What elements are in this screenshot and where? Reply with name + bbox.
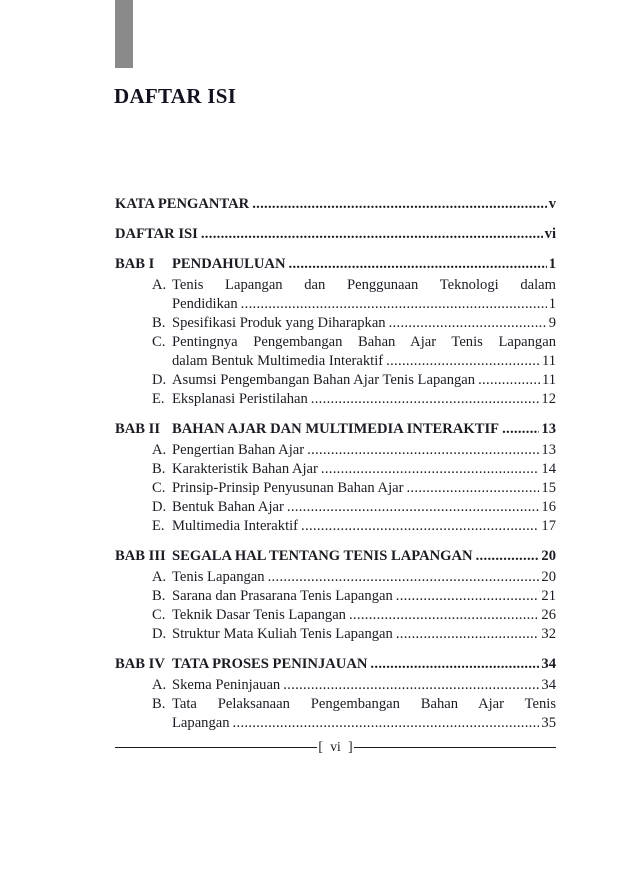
dot-leader — [201, 225, 543, 244]
toc-entry-body — [172, 460, 556, 479]
toc-entry-page-number: 35 — [541, 715, 556, 731]
toc-entry-body — [172, 314, 556, 333]
toc-entry-body — [115, 225, 556, 244]
toc-entry-lastline — [172, 314, 556, 333]
toc-entry-text: TATA PROSES PENINJAUAN — [172, 656, 368, 672]
dot-leader — [307, 441, 539, 460]
toc-entry-label: D. — [152, 499, 167, 515]
toc-entry — [115, 517, 556, 536]
toc-entry-page-number: 13 — [541, 442, 556, 458]
toc-entry-page-number: 16 — [541, 499, 556, 515]
toc-entry — [115, 420, 556, 439]
page-footer — [115, 739, 556, 755]
toc-entry-body — [172, 371, 556, 390]
toc-entry-body — [172, 568, 556, 587]
toc-entry-body — [172, 333, 556, 371]
toc-entry-page-number: 15 — [541, 480, 556, 496]
toc-entry-label: E. — [152, 391, 165, 407]
toc-entry-text: Eksplanasi Peristilahan — [172, 391, 308, 407]
dot-leader — [476, 547, 540, 566]
toc-entry-page-number: 32 — [541, 626, 556, 642]
toc-entry-page-number: vi — [544, 226, 556, 242]
toc-entry-text: Prinsip-Prinsip Penyusunan Bahan Ajar — [172, 480, 404, 496]
toc-entry-label: A. — [152, 569, 167, 585]
toc-entry-lastline — [172, 655, 556, 674]
toc-entry-label: C. — [152, 607, 166, 623]
toc-entry-lastline — [115, 195, 556, 214]
toc-entry-body — [172, 695, 556, 733]
toc-entry-body — [172, 606, 556, 625]
toc-entry-label: C. — [152, 480, 166, 496]
toc-entry-label: BAB II — [115, 421, 161, 437]
toc-entry — [115, 333, 556, 371]
toc-entry-lastline — [172, 352, 556, 371]
toc-entry-label: B. — [152, 461, 166, 477]
toc-entry-text: Asumsi Pengembangan Bahan Ajar Tenis Lapangan — [172, 372, 476, 388]
dot-leader — [478, 371, 540, 390]
toc-entry-page-number: 1 — [548, 296, 556, 312]
toc-entry-text: Struktur Mata Kuliah Tenis Lapangan — [172, 626, 393, 642]
toc-entry-lastline — [172, 498, 556, 517]
toc-entry-label: D. — [152, 372, 167, 388]
dot-leader — [386, 352, 540, 371]
toc-entry — [115, 587, 556, 606]
toc-entry-lastline — [172, 295, 556, 314]
toc-entry-lastline — [172, 255, 556, 274]
toc-entry — [115, 371, 556, 390]
toc-entry-page-number: v — [548, 196, 556, 212]
toc-entry — [115, 314, 556, 333]
dot-leader — [396, 587, 540, 606]
toc-entry-text: SEGALA HAL TENTANG TENIS LAPANGAN — [172, 548, 473, 564]
toc-entry-page-number: 20 — [541, 569, 556, 585]
toc-entry — [115, 695, 556, 733]
toc-entry-body — [172, 676, 556, 695]
toc-entry — [115, 568, 556, 587]
toc-entry-body — [172, 625, 556, 644]
toc-entry-label: BAB IV — [115, 656, 165, 672]
toc-entry-label: C. — [152, 334, 166, 350]
toc-entry — [115, 390, 556, 409]
toc-entry-lastline — [172, 460, 556, 479]
toc-entry — [115, 276, 556, 314]
page-title: DAFTAR ISI — [114, 84, 237, 108]
dot-leader — [406, 479, 539, 498]
toc-entry-body — [172, 441, 556, 460]
toc-entry-page-number: 9 — [548, 315, 556, 331]
dot-leader — [502, 420, 539, 439]
toc-entry-text-line1: Tata Pelaksanaan Pengembangan Bahan Ajar Tenis — [172, 696, 556, 712]
toc-entry — [115, 441, 556, 460]
toc-entry-page-number: 14 — [541, 461, 556, 477]
footer-page-number: [ vi ] — [318, 739, 353, 754]
toc-list — [115, 184, 556, 733]
toc-entry-lastline — [115, 225, 556, 244]
dot-leader — [252, 195, 547, 214]
toc-entry-text: Lapangan — [172, 715, 230, 731]
toc-entry-text-line1: Pentingnya Pengembangan Bahan Ajar Tenis Lapangan — [172, 334, 556, 350]
toc-entry-text-line1: Tenis Lapangan dan Penggunaan Teknologi dalam — [172, 277, 556, 293]
toc-entry-lastline — [172, 441, 556, 460]
toc-entry — [115, 479, 556, 498]
toc-entry-label: A. — [152, 677, 167, 693]
toc-entry-label: D. — [152, 626, 167, 642]
dot-leader — [289, 255, 547, 274]
toc-entry-page-number: 12 — [541, 391, 556, 407]
toc-entry — [115, 547, 556, 566]
toc-entry-lastline — [172, 587, 556, 606]
toc-entry-label: A. — [152, 277, 167, 293]
toc-entry-body — [172, 517, 556, 536]
toc-entry — [115, 255, 556, 274]
toc-entry-lastline — [172, 479, 556, 498]
dot-leader — [349, 606, 539, 625]
toc-entry-text: DAFTAR ISI — [115, 226, 198, 242]
toc-entry-text: PENDAHULUAN — [172, 256, 286, 272]
toc-entry-page-number: 1 — [548, 256, 556, 272]
toc-entry-page-number: 17 — [541, 518, 556, 534]
toc-entry-label: A. — [152, 442, 167, 458]
dot-leader — [370, 655, 539, 674]
dot-leader — [241, 295, 547, 314]
toc-entry-label: B. — [152, 588, 166, 604]
toc-entry-page-number: 11 — [541, 372, 556, 388]
toc-entry-text: Spesifikasi Produk yang Diharapkan — [172, 315, 386, 331]
toc-entry-body — [172, 498, 556, 517]
toc-entry-page-number: 34 — [541, 677, 556, 693]
toc-entry — [115, 606, 556, 625]
dot-leader — [321, 460, 540, 479]
dot-leader — [389, 314, 547, 333]
dot-leader — [301, 517, 539, 536]
toc-entry-text: Skema Peninjauan — [172, 677, 281, 693]
toc-entry-lastline — [172, 676, 556, 695]
dot-leader — [311, 390, 540, 409]
toc-entry-lastline — [172, 568, 556, 587]
toc-entry-text: BAHAN AJAR DAN MULTIMEDIA INTERAKTIF — [172, 421, 500, 437]
toc-entry-label: BAB III — [115, 548, 166, 564]
toc-entry — [115, 195, 556, 214]
toc-entry-body — [115, 195, 556, 214]
toc-entry-page-number: 11 — [541, 353, 556, 369]
toc-entry-body — [172, 420, 556, 439]
toc-entry-text: dalam Bentuk Multimedia Interaktif — [172, 353, 384, 369]
toc-entry — [115, 676, 556, 695]
toc-entry-body — [172, 255, 556, 274]
toc-entry-lastline — [172, 390, 556, 409]
toc-entry-lastline — [172, 420, 556, 439]
toc-entry-page-number: 26 — [541, 607, 556, 623]
toc-entry-body — [172, 587, 556, 606]
dot-leader — [268, 568, 540, 587]
gray-accent-bar — [115, 0, 133, 68]
toc-entry-label: E. — [152, 518, 165, 534]
toc-entry-body — [172, 655, 556, 674]
toc-entry-text: Pengertian Bahan Ajar — [172, 442, 305, 458]
toc-entry-body — [172, 479, 556, 498]
toc-entry — [115, 655, 556, 674]
toc-entry-lastline — [172, 714, 556, 733]
toc-entry-page-number: 21 — [541, 588, 556, 604]
toc-entry-page-number: 20 — [541, 548, 556, 564]
dot-leader — [283, 676, 539, 695]
toc-entry — [115, 498, 556, 517]
toc-entry-body — [172, 390, 556, 409]
toc-entry-lastline — [172, 547, 556, 566]
toc-entry — [115, 225, 556, 244]
dot-leader — [396, 625, 540, 644]
toc-entry-text: Bentuk Bahan Ajar — [172, 499, 284, 515]
toc-entry-text: Teknik Dasar Tenis Lapangan — [172, 607, 346, 623]
toc-entry-page-number: 13 — [541, 421, 556, 437]
toc-entry-label: B. — [152, 696, 166, 712]
toc-entry-text: Karakteristik Bahan Ajar — [172, 461, 318, 477]
toc-entry-text: Multimedia Interaktif — [172, 518, 299, 534]
toc-entry-text: KATA PENGANTAR — [115, 196, 250, 212]
footer-rule-left — [115, 747, 317, 748]
toc-entry-page-number: 34 — [541, 656, 556, 672]
toc-entry-lastline — [172, 517, 556, 536]
toc-entry-label: BAB I — [115, 256, 155, 272]
toc-entry-label: B. — [152, 315, 166, 331]
toc-entry-text: Pendidikan — [172, 296, 238, 312]
toc-entry-body — [172, 547, 556, 566]
toc-entry — [115, 625, 556, 644]
toc-entry-body — [172, 276, 556, 314]
toc-entry-lastline — [172, 606, 556, 625]
dot-leader — [287, 498, 540, 517]
dot-leader — [233, 714, 540, 733]
toc-entry-text: Sarana dan Prasarana Tenis Lapangan — [172, 588, 393, 604]
toc-entry-lastline — [172, 625, 556, 644]
footer-rule-right — [354, 747, 556, 748]
toc-entry-text: Tenis Lapangan — [172, 569, 265, 585]
toc-entry-lastline — [172, 371, 556, 390]
toc-entry — [115, 460, 556, 479]
